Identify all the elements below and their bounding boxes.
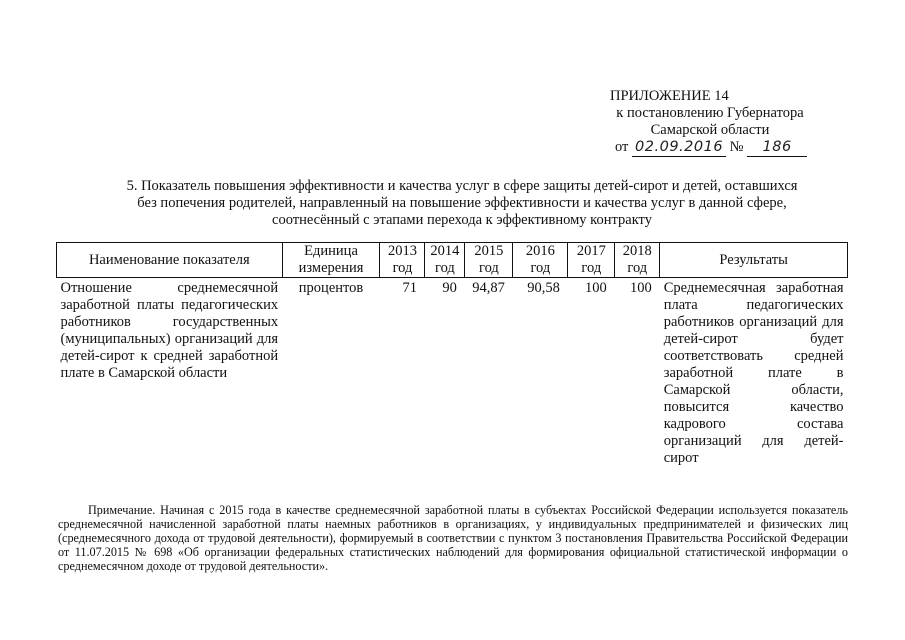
header-year-2016 (513, 243, 568, 278)
year-label: 2013 (387, 243, 417, 259)
year-suffix: год (392, 260, 413, 276)
header-results: Результаты (660, 243, 848, 278)
year-suffix: год (479, 260, 499, 276)
header-year-2013 (380, 243, 425, 278)
year-label: 2015 (474, 243, 504, 259)
cell-value-2017: 100 (585, 280, 607, 296)
appendix-title: ПРИЛОЖЕНИЕ 14 (610, 88, 729, 104)
cell-value-2016: 90,58 (527, 280, 560, 296)
footnote (58, 503, 848, 573)
year-label: 2014 (430, 243, 460, 259)
heading-line-3: соотнесённый с этапами перехода к эффективному контракту (272, 212, 652, 228)
year-suffix: год (530, 260, 551, 276)
header-year-2014 (425, 243, 465, 278)
cell-results: Среднемесячная заработная плата педагогических работников организаций для детей-сирот будет соответствовать средней заработной плате в Самарской области, повысится качество кадрового состава организаций для детей-сирот (663, 280, 844, 466)
table-header-row (57, 243, 848, 278)
appendix-decree-line: к постановлению Губернатора (616, 105, 804, 121)
year-label: 2016 (525, 243, 555, 259)
heading-line-2: без попечения родителей, направленный на повышение эффективности и качества услуг в данной сфере, (137, 195, 787, 211)
year-suffix: год (627, 260, 648, 276)
year-suffix: год (581, 260, 602, 276)
header-unit: Единица измерения (282, 243, 380, 278)
year-suffix: год (435, 260, 455, 276)
cell-unit: процентов (298, 280, 364, 296)
table-row (57, 278, 848, 468)
appendix-date-line (595, 139, 860, 157)
handwritten-number: 186 (747, 139, 807, 157)
handwritten-date: 02.09.2016 (632, 139, 726, 157)
year-label: 2017 (576, 243, 606, 259)
header-year-2018 (615, 243, 660, 278)
appendix-region-line: Самарской области (650, 122, 770, 138)
cell-indicator-name: Отношение среднемесячной заработной платы педагогических работников государственных (муниципальных) организаций для детей-сирот к средней заработной плате в Самарской области (60, 280, 279, 381)
header-year-2017 (568, 243, 615, 278)
heading-line-1: 5. Показатель повышения эффективности и качества услуг в сфере защиты детей-сирот и детей, оставшихся (126, 178, 798, 194)
date-prefix: от (615, 139, 629, 155)
header-year-2015 (465, 243, 513, 278)
number-sign: № (729, 139, 744, 155)
cell-value-2018: 100 (629, 280, 652, 296)
section-heading (70, 178, 854, 229)
year-label: 2018 (622, 243, 652, 259)
header-indicator-name: Наименование показателя (57, 243, 283, 278)
footnote-text: Примечание. Начиная с 2015 года в качестве среднемесячной заработной платы в субъектах Российской Федерации используется показатель среднемесячной начисленной заработной платы наемных работников в организациях, у индивидуальных предпринимателей и физических лиц (среднемесячного дохода от трудовой деятельности), формируемый в соответствии с пунктом 3 постановления Правительства Российской Федерации от 11.07.2015 № 698 «Об организации федеральных статистических наблюдений для формирования официальной статистической информации о среднемесячном доходе от трудовой деятельности». (58, 503, 848, 573)
indicator-table (56, 242, 848, 467)
appendix-block (560, 88, 860, 157)
cell-value-2014: 90 (442, 280, 457, 296)
cell-value-2015: 94,87 (472, 280, 505, 296)
cell-value-2013: 71 (402, 280, 417, 296)
